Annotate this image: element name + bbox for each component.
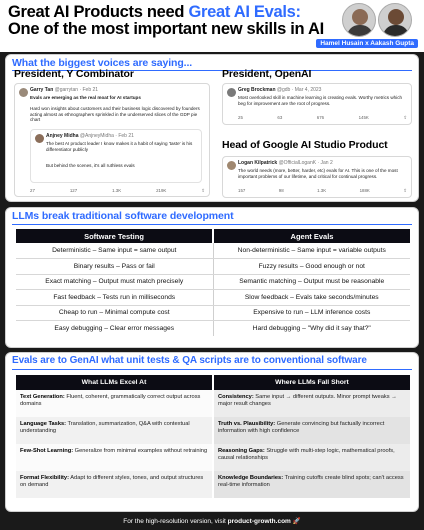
header (0, 0, 424, 52)
cell: Binary results – Pass or fail (16, 259, 213, 275)
tweet-text: The best AI product leader I know makes it a habit of saying 'taste' is his differentiator publicly (46, 141, 193, 152)
tweet-greg[interactable] (222, 83, 412, 125)
voices-title: What the biggest voices are saying... (12, 57, 193, 69)
tweet-text-2: But behind the scenes, it's all ruthless evals (46, 163, 135, 168)
retweet-count: 98 (278, 188, 284, 193)
table-row (16, 305, 410, 321)
table-row (16, 417, 410, 444)
tweet-author: Greg Brockman @gdb · Mar 4, 2023 (238, 87, 322, 93)
share-icon[interactable]: ⇪ (201, 188, 205, 193)
like-count: 1.3K (317, 188, 327, 193)
cell: Knowledge Boundaries: Training cutoffs create blind spots; can't access real-time information (213, 471, 410, 498)
avatar (227, 161, 236, 170)
tweet-garry[interactable] (14, 83, 210, 197)
view-count: 188K (359, 188, 370, 193)
like-count: 676 (316, 115, 325, 120)
footer-text: For the high-resolution version, visit (123, 518, 228, 525)
footer-link[interactable]: product-growth.com (227, 518, 291, 525)
reply-count: 25 (238, 115, 243, 120)
cell: Semantic matching – Output must be reasonable (213, 274, 410, 290)
col-agent-evals: Agent Evals (213, 229, 410, 243)
llms-break-card (5, 207, 419, 348)
author-names-badge: Hamel Husain x Aakash Gupta (316, 39, 418, 48)
llms-break-rule (12, 224, 412, 225)
cell: Fast feedback – Tests run in milliseconds (16, 290, 213, 306)
tweet-author: Anjney Midha @AnjneyMidha · Feb 21 (46, 133, 134, 139)
testing-vs-evals-table (16, 229, 410, 336)
quoted-tweet-anjney[interactable] (30, 129, 202, 183)
cell: Reasoning Gaps: Struggle with multi-step logic, mathematical proofs, causal relationships (213, 444, 410, 471)
cell: Deterministic – Same input = same output (16, 243, 213, 259)
like-count: 1.3K (112, 188, 122, 193)
tweet-text: Evals are emerging as the real moat for AI startups (30, 95, 141, 100)
avatar (19, 88, 28, 97)
evals-genai-rule (12, 369, 412, 370)
yc-label: President, Y Combinator (14, 68, 134, 80)
cell: Expensive to run – LLM inference costs (213, 305, 410, 321)
col-excel: What LLMs Excel At (16, 375, 213, 390)
reply-count: 157 (238, 188, 246, 193)
avatar-aakash (378, 3, 412, 37)
avatar (35, 134, 44, 143)
cell: Truth vs. Plausibility: Generate convincing but factually incorrect information with high confidence (213, 417, 410, 444)
evals-genai-card (5, 352, 419, 512)
footer (0, 517, 424, 525)
table-row (16, 274, 410, 290)
cell: Consistency: Same input → different outputs. Minor prompt tweaks → major result changes (213, 390, 410, 417)
col-fall-short: Where LLMs Fall Short (213, 375, 410, 390)
openai-label: President, OpenAI (222, 68, 312, 80)
table-row (16, 471, 410, 498)
rocket-icon: 🚀 (292, 518, 301, 525)
tweet-text-2: Hard won insights about customers and their business logic discovered by founders acting almost as ethnographers sprinkled in the underserved slices of the GDP pie chart (30, 106, 200, 123)
cell: Exact matching – Output must match precisely (16, 274, 213, 290)
author-block (320, 2, 418, 50)
reply-count: 27 (30, 188, 35, 193)
tweet-text: The world needs (more, better, harder, etc) evals for AI. This is one of the most important problems of our lifetime, and critical for continual progress. (238, 168, 398, 179)
title-line2: One of the most important new skills in AI (8, 20, 324, 38)
cell: Easy debugging – Clear error messages (16, 321, 213, 337)
tweet-author: Logan Kilpatrick @OfficialLoganK · Jan 2 (238, 160, 333, 166)
view-count: 219K (156, 188, 167, 193)
cell: Hard debugging – "Why did it say that?" (252, 325, 371, 332)
cell: Fuzzy results – Good enough or not (213, 259, 410, 275)
cell: Format Flexibility: Adapt to different styles, tones, and output structures on demand (16, 471, 213, 498)
tweet-author: Garry Tan @garrytan · Feb 21 (30, 87, 99, 93)
tweet-stats (238, 115, 407, 121)
llm-strengths-weaknesses-table (16, 375, 410, 498)
table-row (16, 259, 410, 275)
tweet-stats (30, 188, 205, 194)
cell: Few-Shot Learning: Generalize from minimal examples without retraining (16, 444, 213, 471)
table-row (16, 444, 410, 471)
cell: Cheap to run – Minimal compute cost (16, 305, 213, 321)
view-count: 145K (358, 115, 369, 120)
tweet-stats (238, 188, 407, 194)
tweet-text: Most overlooked skill in machine learning is creating evals. Worthy metrics which beg for improvement are the root of progress. (238, 95, 403, 106)
share-icon[interactable]: ⇪ (403, 115, 407, 120)
tweet-logan[interactable] (222, 156, 412, 198)
retweet-count: 63 (277, 115, 283, 120)
avatar-hamel (342, 3, 376, 37)
col-software-testing: Software Testing (16, 229, 213, 243)
google-label: Head of Google AI Studio Product (222, 139, 388, 151)
table-row (16, 290, 410, 306)
page-title (8, 4, 338, 38)
table-row (16, 243, 410, 259)
table-row (16, 390, 410, 417)
llms-break-title: LLMs break traditional software development (12, 210, 234, 222)
cell: Slow feedback – Evals take seconds/minutes (213, 290, 410, 306)
cell: Non-deterministic – Same input = variable outputs (213, 243, 410, 259)
avatar (227, 88, 236, 97)
cell: Text Generation: Fluent, coherent, grammatically correct output across domains (16, 390, 213, 417)
table-row (16, 321, 410, 337)
cell: Language Tasks: Translation, summarization, Q&A with contextual understanding (16, 417, 213, 444)
title-part: Great AI Products need (8, 3, 189, 21)
retweet-count: 127 (69, 188, 78, 193)
evals-genai-title: Evals are to GenAI what unit tests & QA scripts are to conventional software (12, 355, 367, 366)
share-icon[interactable]: ⇪ (403, 188, 407, 193)
voices-card (5, 54, 419, 202)
title-accent: Great AI Evals: (188, 3, 301, 21)
